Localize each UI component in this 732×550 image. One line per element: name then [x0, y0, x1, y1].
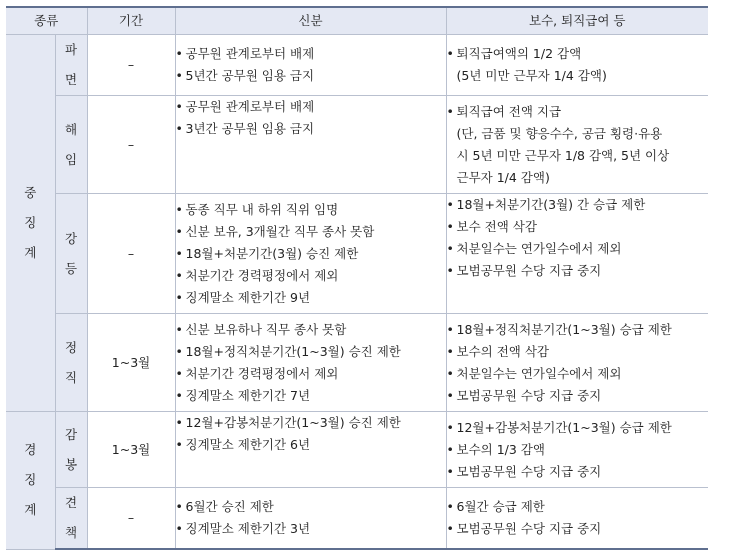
period-cell: –: [87, 194, 175, 314]
sub-type-label: 파 면: [55, 35, 87, 96]
list-item: • 징계말소 제한기간 6년: [176, 434, 446, 456]
header-row: [6, 7, 708, 35]
list-item: • 6월간 승급 제한: [447, 496, 709, 518]
discipline-table: [6, 6, 708, 550]
list-item: • 동종 직무 내 하위 직위 임명: [176, 199, 446, 221]
sub-type-label: 감 봉: [55, 412, 87, 488]
list-item: • 처분일수는 연가일수에서 제외: [447, 238, 709, 260]
header-pay: 보수, 퇴직급여 등: [446, 7, 708, 35]
table-row: [6, 412, 708, 488]
pay-cell: [446, 314, 708, 412]
sub-type-label: 강 등: [55, 194, 87, 314]
category-heavy: 중 징 계: [6, 35, 55, 412]
pay-cell: [446, 194, 708, 314]
list-item: • 18월+정직처분기간(1~3월) 승급 제한: [447, 319, 709, 341]
list-item: • 보수의 전액 삭감: [447, 341, 709, 363]
list-item: • 6월간 승진 제한: [176, 496, 446, 518]
list-item: • 처분기간 경력평정에서 제외: [176, 265, 446, 287]
list-item: • 모범공무원 수당 지급 중지: [447, 518, 709, 540]
status-cell: [175, 314, 446, 412]
table-row: [6, 96, 708, 194]
pay-cell: [446, 35, 708, 96]
list-item: • 12월+감봉처분기간(1~3월) 승진 제한: [176, 412, 446, 434]
status-cell: [175, 35, 446, 96]
list-item: • 퇴직급여 전액 지급: [447, 101, 709, 123]
list-item: • 5년간 공무원 임용 금지: [176, 65, 446, 87]
list-item: • 징계말소 제한기간 3년: [176, 518, 446, 540]
period-cell: –: [87, 35, 175, 96]
period-cell: –: [87, 96, 175, 194]
list-item-continuation: (5년 미만 근무자 1/4 감액): [456, 68, 607, 83]
sub-type-label: 해 임: [55, 96, 87, 194]
pay-cell: [446, 412, 708, 488]
sub-type-label: 견 책: [55, 488, 87, 550]
list-item: • 모범공무원 수당 지급 중지: [447, 260, 709, 282]
list-item: • 3년간 공무원 임용 금지: [176, 118, 446, 140]
table-row: [6, 314, 708, 412]
list-item: • 12월+감봉처분기간(1~3월) 승급 제한: [447, 417, 709, 439]
header-period: 기간: [87, 7, 175, 35]
list-item: • 신분 보유하나 직무 종사 못함: [176, 319, 446, 341]
list-item: • 모범공무원 수당 지급 중지: [447, 385, 709, 407]
period-cell: –: [87, 488, 175, 550]
category-light: 경 징 계: [6, 412, 55, 550]
list-item-continuation: (단, 금품 및 향응수수, 공금 횡령·유용: [456, 125, 663, 141]
sub-type-label: 정 직: [55, 314, 87, 412]
list-item: • 징계말소 제한기간 7년: [176, 385, 446, 407]
list-item: • 공무원 관계로부터 배제: [176, 96, 446, 118]
pay-cell: [446, 96, 708, 194]
period-cell: 1~3월: [87, 412, 175, 488]
header-kind: 종류: [6, 7, 87, 35]
list-item-continuation: 시 5년 미만 근무자 1/8 감액, 5년 이상: [456, 147, 670, 163]
table-row: [6, 35, 708, 96]
list-item: • 처분일수는 연가일수에서 제외: [447, 363, 709, 385]
list-item: • 18월+처분기간(3월) 승진 제한: [176, 243, 446, 265]
list-item: • 신분 보유, 3개월간 직무 종사 못함: [176, 221, 446, 243]
list-item: • 18월+처분기간(3월) 간 승급 제한: [447, 194, 709, 216]
list-item: • 보수의 1/3 감액: [447, 439, 709, 461]
status-cell: [175, 412, 446, 488]
table-row: [6, 194, 708, 314]
period-cell: 1~3월: [87, 314, 175, 412]
status-cell: [175, 194, 446, 314]
list-item: • 처분기간 경력평정에서 제외: [176, 363, 446, 385]
list-item-continuation: 근무자 1/4 감액): [456, 169, 550, 185]
list-item: • 공무원 관계로부터 배제: [176, 43, 446, 65]
list-item: • 징계말소 제한기간 9년: [176, 287, 446, 309]
list-item: • 보수 전액 삭감: [447, 216, 709, 238]
status-cell: [175, 96, 446, 194]
list-item: • 퇴직급여액의 1/2 감액: [447, 43, 709, 65]
list-item: • 모범공무원 수당 지급 중지: [447, 461, 709, 483]
list-item: • 18월+정직처분기간(1~3월) 승진 제한: [176, 341, 446, 363]
header-status: 신분: [175, 7, 446, 35]
